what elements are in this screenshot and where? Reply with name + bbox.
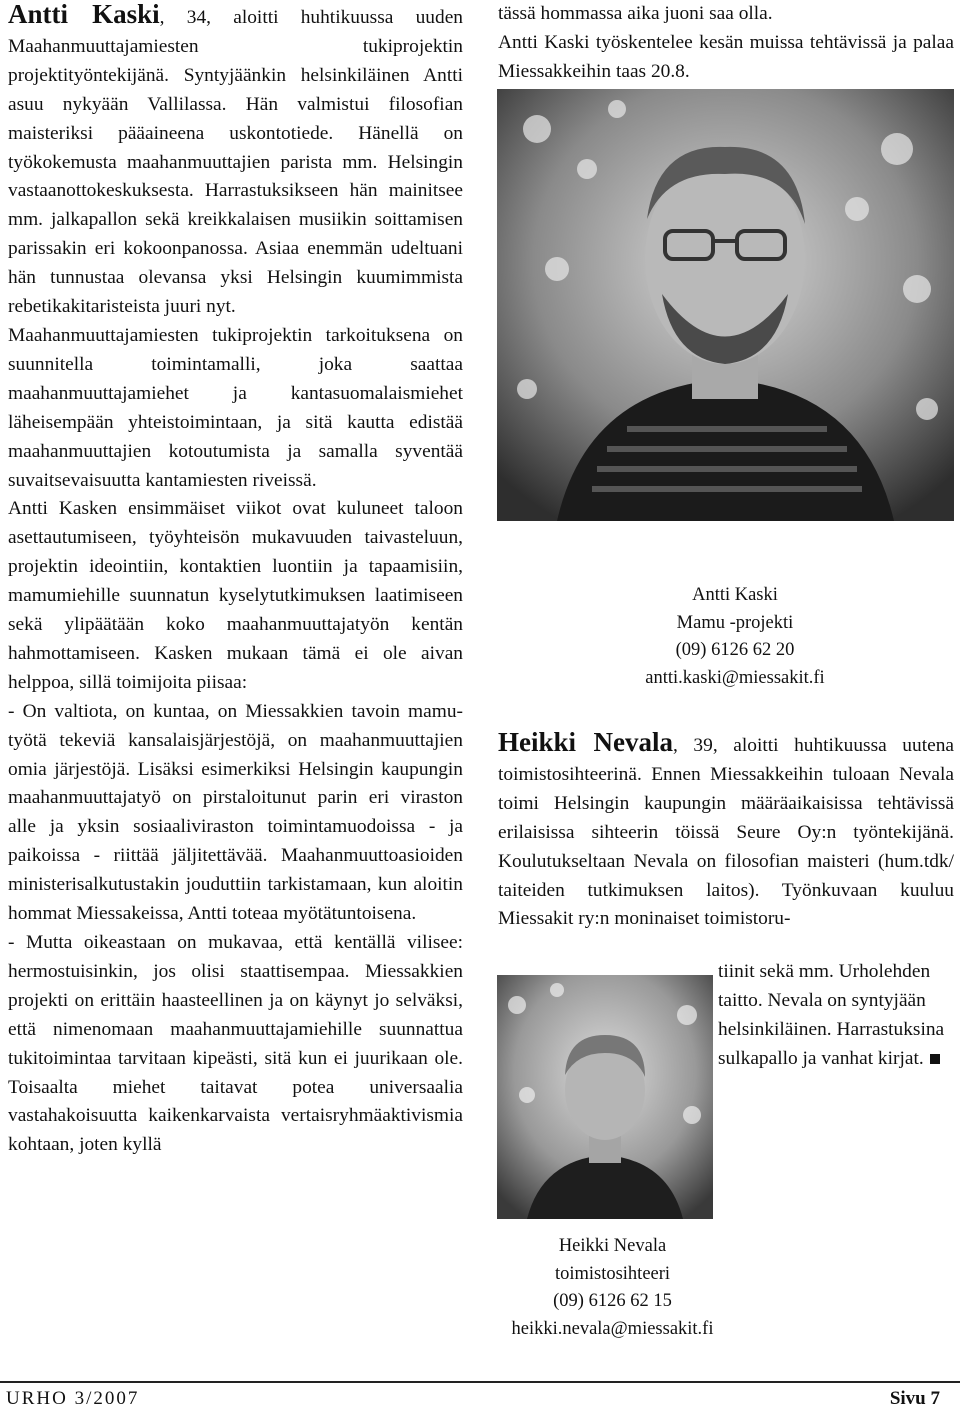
right-column-top xyxy=(498,0,954,87)
caption-email[interactable]: antti.kaski@miessakit.fi xyxy=(645,667,825,688)
kaski-continuation: tässä hommassa aika juoni saa olla. xyxy=(498,3,773,24)
heikki-section xyxy=(498,728,954,934)
caption-role: Mamu -projekti xyxy=(676,612,794,633)
antti-kaski-caption xyxy=(600,582,870,692)
antti-kaski-photo xyxy=(497,89,954,521)
heikki-lead-name: Heikki Nevala xyxy=(498,727,673,757)
footer-issue: URHO 3/2007 xyxy=(6,1388,140,1409)
caption-phone: (09) 6126 62 20 xyxy=(675,640,795,660)
caption-role: toimistosihteeri xyxy=(554,1263,671,1284)
heikki-nevala-caption xyxy=(470,1233,755,1343)
caption-name: Heikki Nevala xyxy=(558,1236,667,1256)
portrait-illustration xyxy=(497,89,954,521)
heikki-text-main: , 39, aloitti huhtikuussa uutena toimistosihteerinä. Ennen Miessakkeihin tuloaan Nevala toimi Helsingin kaupungin määräaikaisissa tehtävissä erilaisissa sihteerin töissä Seure Oy:n työntekijänä. Koulutukseltaan Nevala on filosofian maisteri (hum.tdk/ taiteiden tutkimuksen laitos). Työnkuvaan kuuluu Miessakit ry:n moninaiset toimistoru- xyxy=(498,735,954,930)
footer-page-number: Sivu 7 xyxy=(889,1388,940,1409)
heikki-text-wrap: tiinit sekä mm. Urholehden taitto. Nevala on syntyjään helsinkiläinen. Harrastuksina sulkapallo ja vanhat kirjat. xyxy=(718,961,945,1069)
caption-name: Antti Kaski xyxy=(692,585,778,605)
kaski-paragraph-2: Maahanmuuttajamiesten tukiprojektin tarkoituksena on suunnitella toimintamalli, joka saattaa maahanmuuttajamiehet ja kantasuomalaismiehet läheisempään yhteistoimintaan, ja sitä kautta edistää maahanmuuttajien kotoutumista ja samalla syventää suvaitsevaisuutta kantamiesten riveissä. xyxy=(8,324,463,491)
kaski-lead-name: Antti Kaski xyxy=(8,0,160,29)
caption-phone: (09) 6126 62 15 xyxy=(553,1291,672,1311)
left-column xyxy=(8,0,463,1160)
kaski-paragraph-1: , 34, aloitti huhtikuussa uuden Maahanmuuttajamiesten tukiprojektin projektityöntekijänä. Syntyjäänkin helsinkiläinen Antti asuu nykyään Vallilassa. Hän valmistui filosofian maisteriksi pääaineena uskontotiede. Hänellä on työkokemusta maahanmuuttajien parista mm. Helsingin vastaanottokeskuksesta. Harrastuksikseen hän mainitsee mm. jalkapallon sekä kreikkalaisen musiikin soittamisen parissakin eri kokoonpanossa. Asiaa enemmän udeltuani hän tunnustaa olevansa yksi Helsingin kuumimmista rebetikakitaristeista juuri nyt. xyxy=(8,7,463,318)
kaski-intro xyxy=(8,0,463,322)
footer-divider xyxy=(0,1381,960,1383)
heikki-intro xyxy=(498,728,954,934)
end-square-icon xyxy=(930,1054,940,1064)
heikki-wrapped-text xyxy=(718,958,954,1074)
caption-email[interactable]: heikki.nevala@miessakit.fi xyxy=(511,1318,714,1339)
portrait-illustration xyxy=(497,975,713,1219)
kaski-paragraph-4: - On valtiota, on kuntaa, on Miessakkien tavoin mamu-työtä tekeviä kansalaisjärjestöjä, on maahanmuuttajien omia järjestöjä. Lisäksi esimerkiksi Helsingin kaupungin maahanmuuttajatyö on pirstaloitunut parin eri viraston alle ja yksin sosiaaliviraston toimintamuodoissa - ja paikoissa - riittää jäljitettävää. Maahanmuuttoasioiden ministerisalkutustakin jouduttiin tarkistamaan, kun aloitin hommat Miessakeissa, Antti toteaa myötätuntoisena. xyxy=(8,700,463,925)
kaski-paragraph-5: - Mutta oikeastaan on mukavaa, että kentällä vilisee: hermostuisinkin, jos olisi staattisempaa. Miessakkien projekti on erittäin haasteellinen ja on käynyt jo selväksi, että nimenomaan maahanmuuttajamiehille suunnattua tukitoimintaa tarvitaan kipeästi, sitä kun ei juurikaan ole. Toisaalta miehet taitavat potea universaalia vastahakoisuutta kaikenkarvaista vertaisryhmäaktivismia kohtaan, joten kyllä xyxy=(8,932,463,1156)
kaski-paragraph-3: Antti Kasken ensimmäiset viikot ovat kuluneet taloon asettautumiseen, työyhteisön mukavuuden taivasteluun, projektin ideointiin, kontaktien luontiin ja tapaamisiin, mamumiehille suunnatun kyselytutkimuksen laatimiseen sekä ylipäätään koko maahanmuuttajatyön kentän hahmottamiseen. Kasken mukaan tämä ei ole aivan helppoa, sillä toimijoita piisaa: xyxy=(8,498,463,693)
heikki-nevala-photo xyxy=(497,975,713,1219)
kaski-note: Antti Kaski työskentelee kesän muissa tehtävissä ja palaa Miessakkeihin taas 20.8. xyxy=(498,31,954,82)
